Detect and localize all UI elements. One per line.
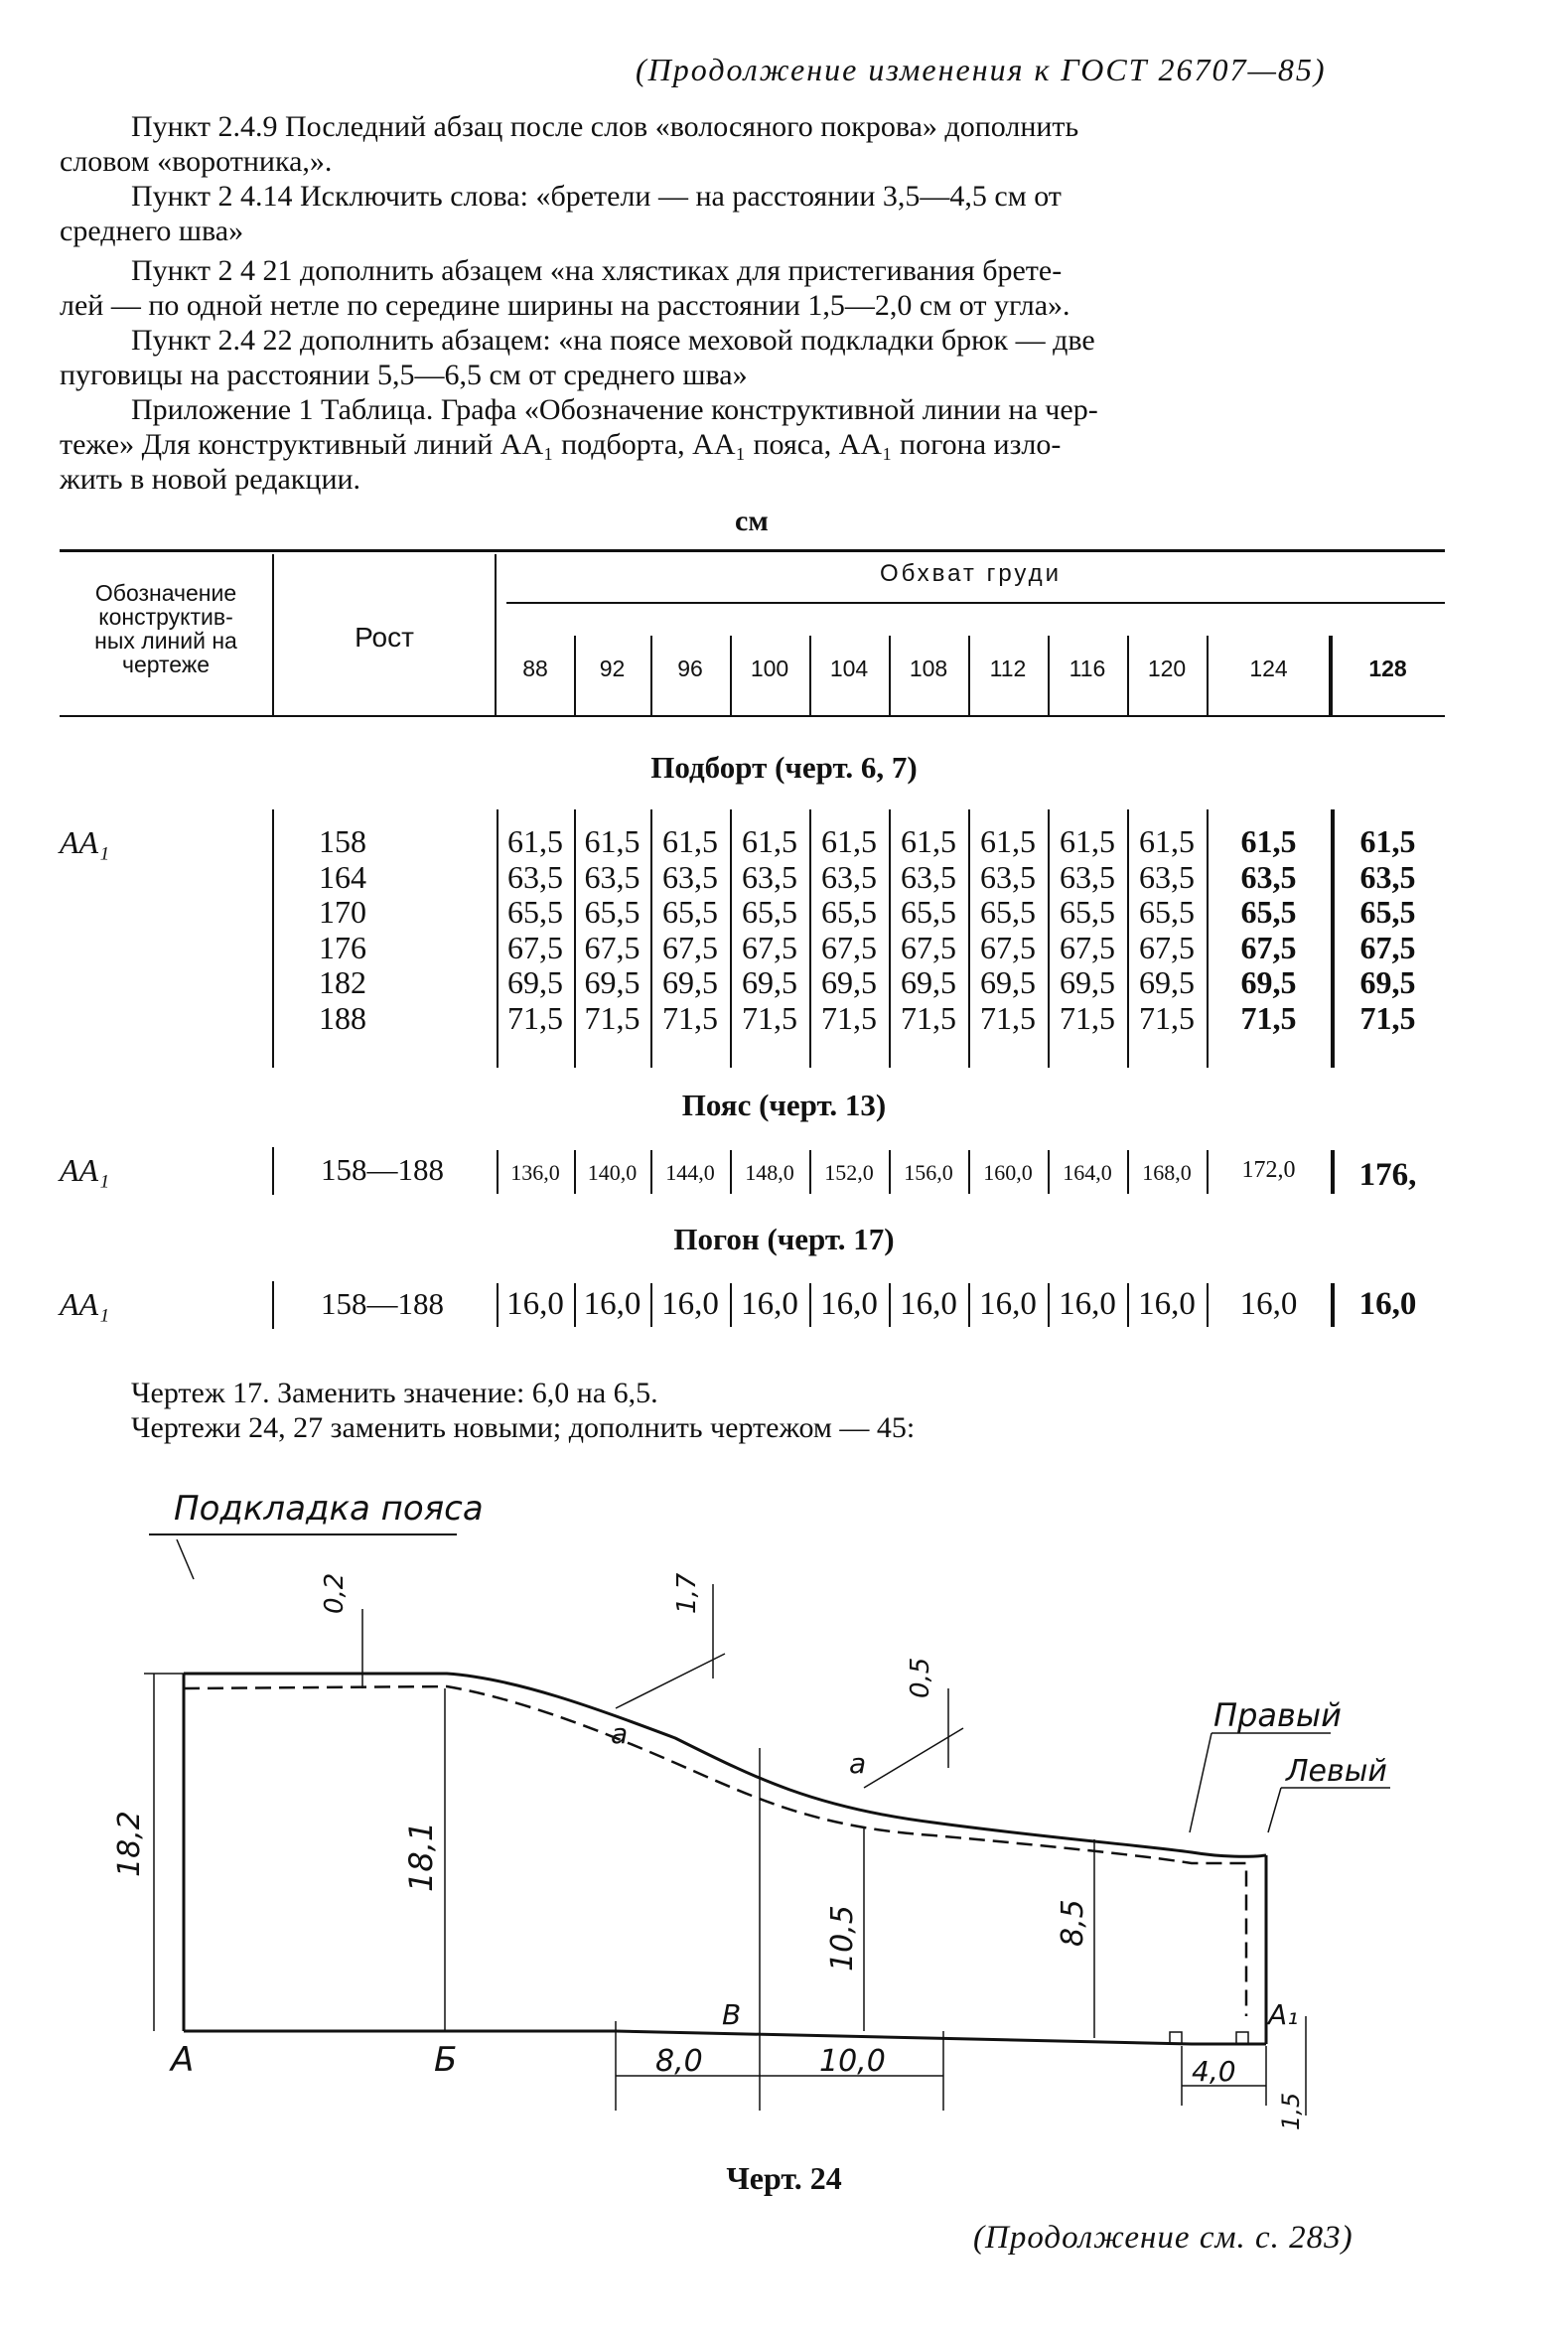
podbort-cell: 67,5	[507, 929, 563, 965]
table-unit: см	[735, 505, 769, 537]
poyas-cell: 136,0	[510, 1160, 560, 1185]
paragraph-2-4-22	[60, 323, 1450, 392]
row-vline	[272, 1147, 274, 1195]
pogon-vline	[809, 1283, 811, 1327]
height-poyas: 158—188	[321, 1152, 444, 1187]
podbort-cell: 61,5	[980, 823, 1036, 859]
podbort-vline	[730, 809, 732, 1068]
podbort-cell: 65,5	[662, 894, 718, 930]
pogon-vline	[1048, 1283, 1050, 1327]
dim-8-5: 8,5	[1056, 1899, 1090, 1947]
pogon-cell: 16,0	[1059, 1286, 1116, 1322]
header-girth: Обхват груди	[879, 560, 1063, 587]
poyas-cell: 152,0	[824, 1160, 874, 1185]
pogon-vline	[650, 1283, 652, 1327]
podbort-cell: 61,5	[901, 823, 956, 859]
podbort-cell: 61,5	[1139, 823, 1195, 859]
podbort-cell: 61,5	[584, 823, 641, 859]
drawing-17-note: Чертеж 17. Заменить значение: 6,0 на 6,5.	[131, 1377, 658, 1409]
label-left: Левый	[1286, 1754, 1387, 1789]
podbort-cell: 65,5	[1139, 894, 1195, 930]
paragraph-line: Приложение 1 Таблица. Графа «Обозначение конструктивной линии на чер-	[131, 393, 1098, 426]
podbort-cell: 71,5	[1139, 999, 1195, 1036]
podbort-vline	[574, 809, 576, 1068]
podbort-cell: 65,5	[507, 894, 563, 930]
pogon-vline	[574, 1283, 576, 1327]
podbort-cell: 69,5	[584, 964, 641, 1000]
podbort-vline	[1207, 809, 1209, 1068]
girth-vline	[1127, 636, 1129, 715]
podbort-cell: 65,5	[821, 894, 877, 930]
paragraph-line: Пункт 2 4 21 дополнить абзацем «на хлястиках для пристегивания брете-	[131, 254, 1063, 287]
poyas-cell: 156,0	[904, 1160, 953, 1185]
paragraph-line: Пункт 2.4 22 дополнить абзацем: «на поясе меховой подкладки брюк — две	[131, 324, 1095, 357]
poyas-vline	[650, 1150, 652, 1194]
podbort-cell: 67,5	[1139, 929, 1195, 965]
poyas-vline	[968, 1150, 970, 1194]
girth-header-cell: 124	[1249, 656, 1288, 681]
poyas-vline	[889, 1150, 891, 1194]
paragraph-line: словом «воротника,».	[60, 145, 333, 178]
table-top-rule	[60, 549, 1445, 552]
podbort-cell: 67,5	[821, 929, 877, 965]
paragraph-2-4-21	[60, 253, 1450, 323]
pogon-cell: 16,0	[741, 1286, 798, 1322]
podbort-vline	[1048, 809, 1050, 1068]
pogon-vline	[497, 1283, 499, 1327]
pogon-cell: 16,0	[583, 1286, 641, 1322]
podbort-cell: 69,5	[1139, 964, 1195, 1000]
pogon-cell: 16,0	[900, 1286, 957, 1322]
girth-header-cell: 104	[829, 656, 869, 681]
header-symbol: Обозначение конструктив- ных линий на чертеже	[94, 580, 237, 677]
drawings-24-27-note: Чертежи 24, 27 заменить новыми; дополнить чертежом — 45:	[131, 1411, 916, 1444]
label-right: Правый	[1213, 1696, 1342, 1734]
podbort-cell: 63,5	[980, 858, 1036, 895]
podbort-cell: 65,5	[980, 894, 1036, 930]
after-table-text	[60, 1376, 1450, 1445]
symbol-podbort: АА₁	[60, 824, 110, 860]
section-title-pogon: Погон (черт. 17)	[673, 1222, 895, 1256]
podbort-cell: 69,5	[742, 964, 797, 1000]
girth-header-cell: 92	[599, 656, 626, 681]
podbort-cell: 65,5	[1240, 894, 1297, 930]
podbort-vline	[889, 809, 891, 1068]
girth-vline	[1207, 636, 1209, 715]
pogon-vline	[968, 1283, 970, 1327]
podbort-cell: 67,5	[1240, 929, 1297, 965]
girth-vline	[574, 636, 576, 715]
dim-10-5: 10,5	[825, 1905, 860, 1971]
poyas-vline	[1048, 1150, 1050, 1194]
header-height: Рост	[355, 622, 414, 653]
dim-18-2: 18,2	[112, 1811, 147, 1877]
page-header: (Продолжение изменения к ГОСТ 26707—85)	[636, 52, 1327, 87]
girth-vline	[968, 636, 970, 715]
girth-vline	[1048, 636, 1050, 715]
dim-8-0: 8,0	[655, 2044, 703, 2079]
girth-header-cell: 128	[1368, 656, 1407, 681]
height-pogon: 158—188	[321, 1286, 444, 1321]
poyas-vline	[809, 1150, 811, 1194]
podbort-cell: 63,5	[821, 858, 877, 895]
pogon-cell: 16,0	[1358, 1286, 1417, 1322]
pogon-cell: 16,0	[506, 1286, 564, 1322]
dim-1-5: 1,5	[1277, 2092, 1305, 2130]
dim-0-2: 0,2	[320, 1572, 350, 1614]
podbort-cell: 63,5	[584, 858, 641, 895]
girth-vline	[730, 636, 732, 715]
section-title-podbort: Подборт (черт. 6, 7)	[650, 750, 918, 785]
heights-podbort: 158 164 170 176 182 188	[319, 823, 366, 1036]
podbort-cell: 69,5	[1240, 964, 1297, 1000]
symbol-pogon: АА₁	[60, 1286, 110, 1322]
podbort-cell: 71,5	[507, 999, 563, 1036]
podbort-vline	[1127, 809, 1129, 1068]
podbort-vline	[497, 809, 499, 1068]
dim-4-0: 4,0	[1192, 2055, 1236, 2088]
podbort-cell: 69,5	[980, 964, 1036, 1000]
page-footer: (Продолжение см. с. 283)	[973, 2220, 1354, 2256]
poyas-vline	[1127, 1150, 1129, 1194]
girth-header-cell: 116	[1069, 656, 1106, 681]
pogon-vline	[1127, 1283, 1129, 1327]
podbort-cell: 69,5	[1359, 964, 1416, 1000]
paragraph-2-4-9	[60, 109, 1450, 179]
pogon-cell: 16,0	[979, 1286, 1037, 1322]
point-a1: а	[611, 1717, 629, 1750]
dim-0-5: 0,5	[906, 1657, 935, 1698]
podbort-cell: 65,5	[1060, 894, 1115, 930]
podbort-vline	[650, 809, 652, 1068]
dim-18-1: 18,1	[402, 1821, 440, 1892]
paragraph-line: пуговицы на расстоянии 5,5—6,5 см от среднего шва»	[60, 359, 748, 391]
podbort-cell: 63,5	[1060, 858, 1115, 895]
row-vline	[272, 809, 274, 1068]
podbort-cell: 67,5	[584, 929, 641, 965]
point-A: А	[171, 2040, 195, 2080]
paragraph-line: лей — по одной нетле по середине ширины на расстоянии 1,5—2,0 см от угла».	[60, 289, 1070, 322]
podbort-cell: 71,5	[1240, 999, 1297, 1036]
poyas-vline	[574, 1150, 576, 1194]
podbort-cell: 67,5	[1060, 929, 1115, 965]
podbort-cell: 61,5	[507, 823, 563, 859]
podbort-cell: 65,5	[1359, 894, 1416, 930]
podbort-cell: 65,5	[901, 894, 956, 930]
podbort-cell: 69,5	[1060, 964, 1115, 1000]
poyas-cell: 140,0	[587, 1160, 638, 1185]
paragraph-line: теже» Для конструктивный линий АА₁ подборта, АА₁ пояса, АА₁ погона изло-	[60, 428, 1062, 461]
girth-vline	[650, 636, 652, 715]
podbort-vline	[809, 809, 811, 1068]
podbort-cell: 71,5	[980, 999, 1036, 1036]
poyas-cell: 164,0	[1063, 1160, 1112, 1185]
symbol-poyas: АА₁	[60, 1152, 110, 1188]
poyas-vline	[730, 1150, 732, 1194]
girth-header-cell: 100	[750, 656, 789, 681]
dim-1-7: 1,7	[672, 1572, 702, 1614]
girth-header-cell: 96	[677, 656, 703, 681]
podbort-cell: 71,5	[901, 999, 956, 1036]
pogon-vline	[1331, 1283, 1335, 1327]
pogon-cell: 16,0	[1138, 1286, 1196, 1322]
podbort-cell: 63,5	[1240, 858, 1297, 895]
podbort-cell: 63,5	[662, 858, 718, 895]
poyas-vline	[497, 1150, 499, 1194]
podbort-cell: 63,5	[1359, 858, 1416, 895]
podbort-cell: 67,5	[1359, 929, 1416, 965]
paragraph-line: жить в новой редакции.	[60, 463, 361, 496]
poyas-cell: 160,0	[983, 1160, 1033, 1185]
podbort-cell: 63,5	[507, 858, 563, 895]
podbort-cell: 67,5	[980, 929, 1036, 965]
podbort-cell: 65,5	[742, 894, 797, 930]
podbort-cell: 61,5	[1060, 823, 1115, 859]
paragraph-line: среднего шва»	[60, 215, 244, 247]
dim-10-0: 10,0	[819, 2044, 886, 2079]
podbort-cell: 71,5	[662, 999, 718, 1036]
paragraph-2-4-14	[60, 179, 1450, 248]
poyas-cell: 176,	[1358, 1157, 1417, 1193]
podbort-cell: 69,5	[507, 964, 563, 1000]
podbort-cell: 61,5	[821, 823, 877, 859]
paragraph-appendix-1	[60, 392, 1450, 497]
point-a2: а	[849, 1747, 867, 1780]
podbort-vline	[1331, 809, 1335, 1068]
point-A1: А₁	[1268, 1998, 1299, 2031]
pogon-cell: 16,0	[661, 1286, 719, 1322]
row-vline	[272, 1281, 274, 1329]
poyas-vline	[1207, 1150, 1209, 1194]
podbort-cell: 61,5	[662, 823, 718, 859]
podbort-cell: 69,5	[662, 964, 718, 1000]
podbort-cell: 61,5	[742, 823, 797, 859]
podbort-cell: 67,5	[742, 929, 797, 965]
podbort-vline	[968, 809, 970, 1068]
table-header-rule	[60, 715, 1445, 717]
podbort-cell: 69,5	[821, 964, 877, 1000]
pogon-cell: 16,0	[820, 1286, 878, 1322]
podbort-cell: 71,5	[742, 999, 797, 1036]
girth-vline	[809, 636, 811, 715]
podbort-cell: 61,5	[1359, 823, 1416, 859]
poyas-vline	[1331, 1150, 1335, 1194]
podbort-cell: 71,5	[1359, 999, 1416, 1036]
girth-header-cell: 108	[909, 656, 948, 681]
point-B: Б	[434, 2040, 458, 2080]
paragraph-line: Пункт 2 4.14 Исключить слова: «бретели — на расстоянии 3,5—4,5 см от	[131, 180, 1062, 213]
poyas-cell: 144,0	[665, 1160, 715, 1185]
podbort-cell: 61,5	[1240, 823, 1297, 859]
drawing-caption: Черт. 24	[726, 2160, 842, 2196]
podbort-cell: 63,5	[742, 858, 797, 895]
pogon-cell: 16,0	[1239, 1286, 1298, 1322]
podbort-cell: 67,5	[901, 929, 956, 965]
poyas-cell: 172,0	[1241, 1157, 1296, 1183]
podbort-cell: 69,5	[901, 964, 956, 1000]
table-group-rule	[506, 602, 1445, 604]
podbort-cell: 71,5	[584, 999, 641, 1036]
poyas-cell: 168,0	[1142, 1160, 1192, 1185]
poyas-cell: 148,0	[745, 1160, 794, 1185]
girth-header-cell: 112	[989, 656, 1027, 681]
pogon-vline	[889, 1283, 891, 1327]
girth-vline	[889, 636, 891, 715]
podbort-cell: 63,5	[901, 858, 956, 895]
podbort-cell: 71,5	[821, 999, 877, 1036]
paragraph-line: Пункт 2.4.9 Последний абзац после слов «волосяного покрова» дополнить	[131, 110, 1079, 143]
pogon-vline	[1207, 1283, 1209, 1327]
drawing-24	[0, 1460, 1568, 2130]
point-V: В	[722, 1998, 742, 2031]
podbort-cell: 63,5	[1139, 858, 1195, 895]
label-lining: Подкладка пояса	[174, 1489, 484, 1529]
girth-header-cell: 88	[522, 656, 548, 681]
pogon-vline	[730, 1283, 732, 1327]
podbort-cell: 67,5	[662, 929, 718, 965]
girth-header-cell: 120	[1147, 656, 1187, 681]
section-title-poyas: Пояс (черт. 13)	[681, 1088, 887, 1122]
podbort-cell: 71,5	[1060, 999, 1115, 1036]
podbort-cell: 65,5	[584, 894, 641, 930]
